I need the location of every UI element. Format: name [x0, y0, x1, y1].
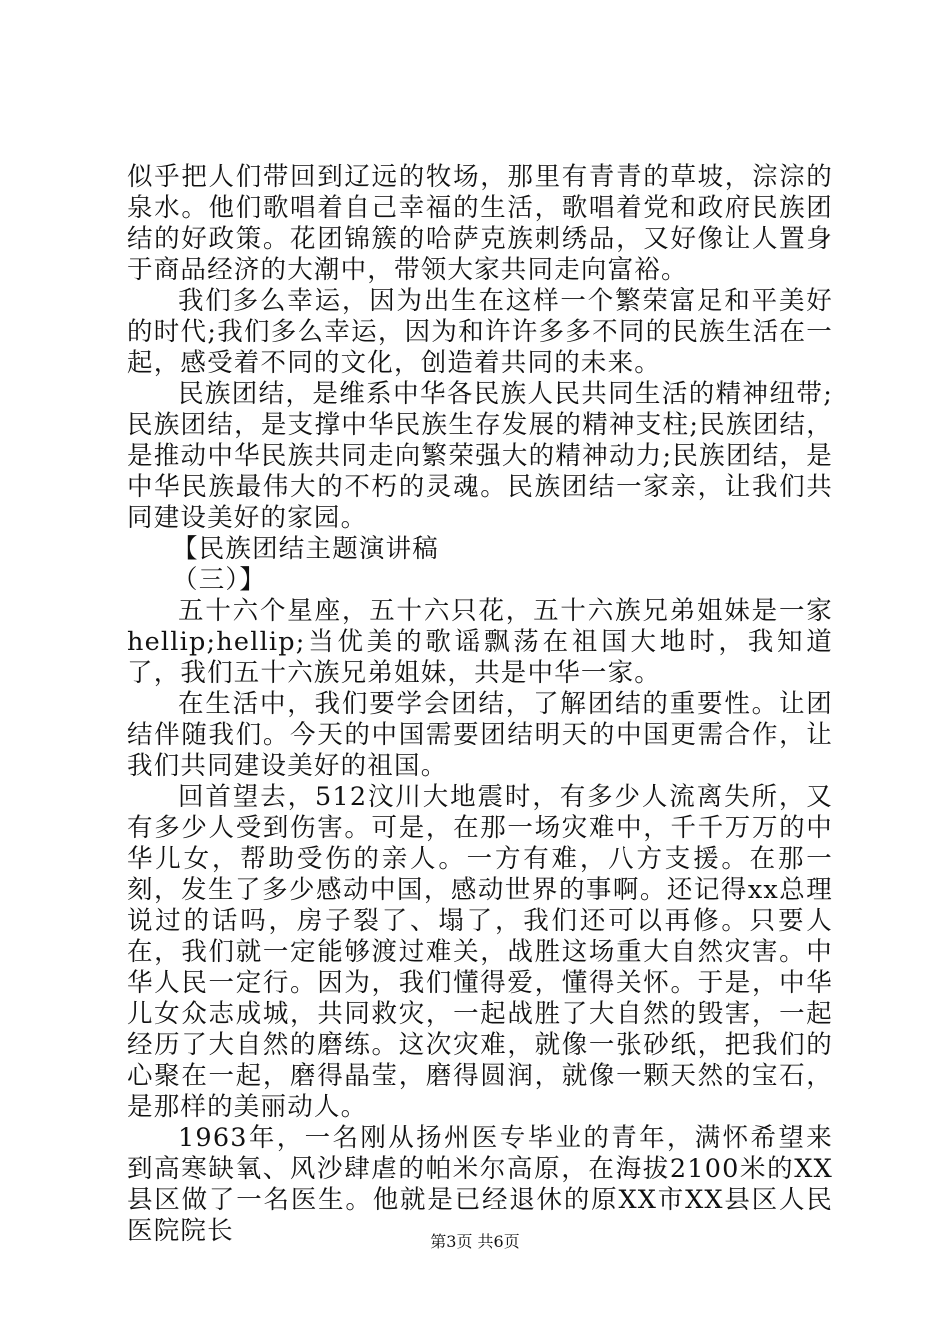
- page-footer: 第3页 共6页: [430, 1232, 520, 1251]
- paragraph-4: 五十六个星座，五十六只花，五十六族兄弟姐妹是一家hellip;hellip;当优美的歌谣飘荡在祖国大地时，我知道了，我们五十六族兄弟姐妹，共是中华一家。: [127, 596, 833, 688]
- paragraph-6: 回首望去，512汶川大地震时，有多少人流离失所，又有多少人受到伤害。可是，在那一场灾难中，千千万万的中华儿女，帮助受伤的亲人。一方有难，八方支援。在那一刻，发生了多少感动中国，感动世界的事啊。还记得xx总理说过的话吗，房子裂了、塌了，我们还可以再修。只要人在，我们就一定能够渡过难关，战胜这场重大自然灾害。中华人民一定行。因为，我们懂得爱，懂得关怀。于是，中华儿女众志成城，共同救灾，一起战胜了大自然的毁害，一起经历了大自然的磨练。这次灾难，就像一张砂纸，把我们的心聚在一起，磨得晶莹，磨得圆润，就像一颗天然的宝石，是那样的美丽动人。: [127, 782, 833, 1122]
- paragraph-3: 民族团结，是维系中华各民族人民共同生活的精神纽带;民族团结，是支撑中华民族生存发展的精神支柱;民族团结，是推动中华民族共同走向繁荣强大的精神动力;民族团结，是中华民族最伟大的不朽的灵魂。民族团结一家亲，让我们共同建设美好的家园。: [127, 379, 833, 533]
- paragraph-5: 在生活中，我们要学会团结，了解团结的重要性。让团结伴随我们。今天的中国需要团结明天的中国更需合作，让我们共同建设美好的祖国。: [127, 689, 833, 781]
- paragraph-2: 我们多么幸运，因为出生在这样一个繁荣富足和平美好的时代;我们多么幸运，因为和许许多多不同的民族生活在一起，感受着不同的文化，创造着共同的未来。: [127, 286, 833, 378]
- section-heading: 【民族团结主题演讲稿: [172, 534, 440, 564]
- paragraph-7: 1963年，一名刚从扬州医专毕业的青年，满怀希望来到高寒缺氧、风沙肆虐的帕米尔高原，在海拔2100米的XX县区做了一名医生。他就是已经退休的原XX市XX县区人民医院院长: [127, 1123, 833, 1246]
- paragraph-1: 似乎把人们带回到辽远的牧场，那里有青青的草坡，淙淙的泉水。他们歌唱着自己幸福的生活，歌唱着党和政府民族团结的好政策。花团锦簇的哈萨克族刺绣品，又好像让人置身于商品经济的大潮中，带领大家共同走向富裕。: [127, 162, 833, 285]
- document-body: [127, 162, 833, 1247]
- section-heading-number: （三）】: [172, 565, 267, 595]
